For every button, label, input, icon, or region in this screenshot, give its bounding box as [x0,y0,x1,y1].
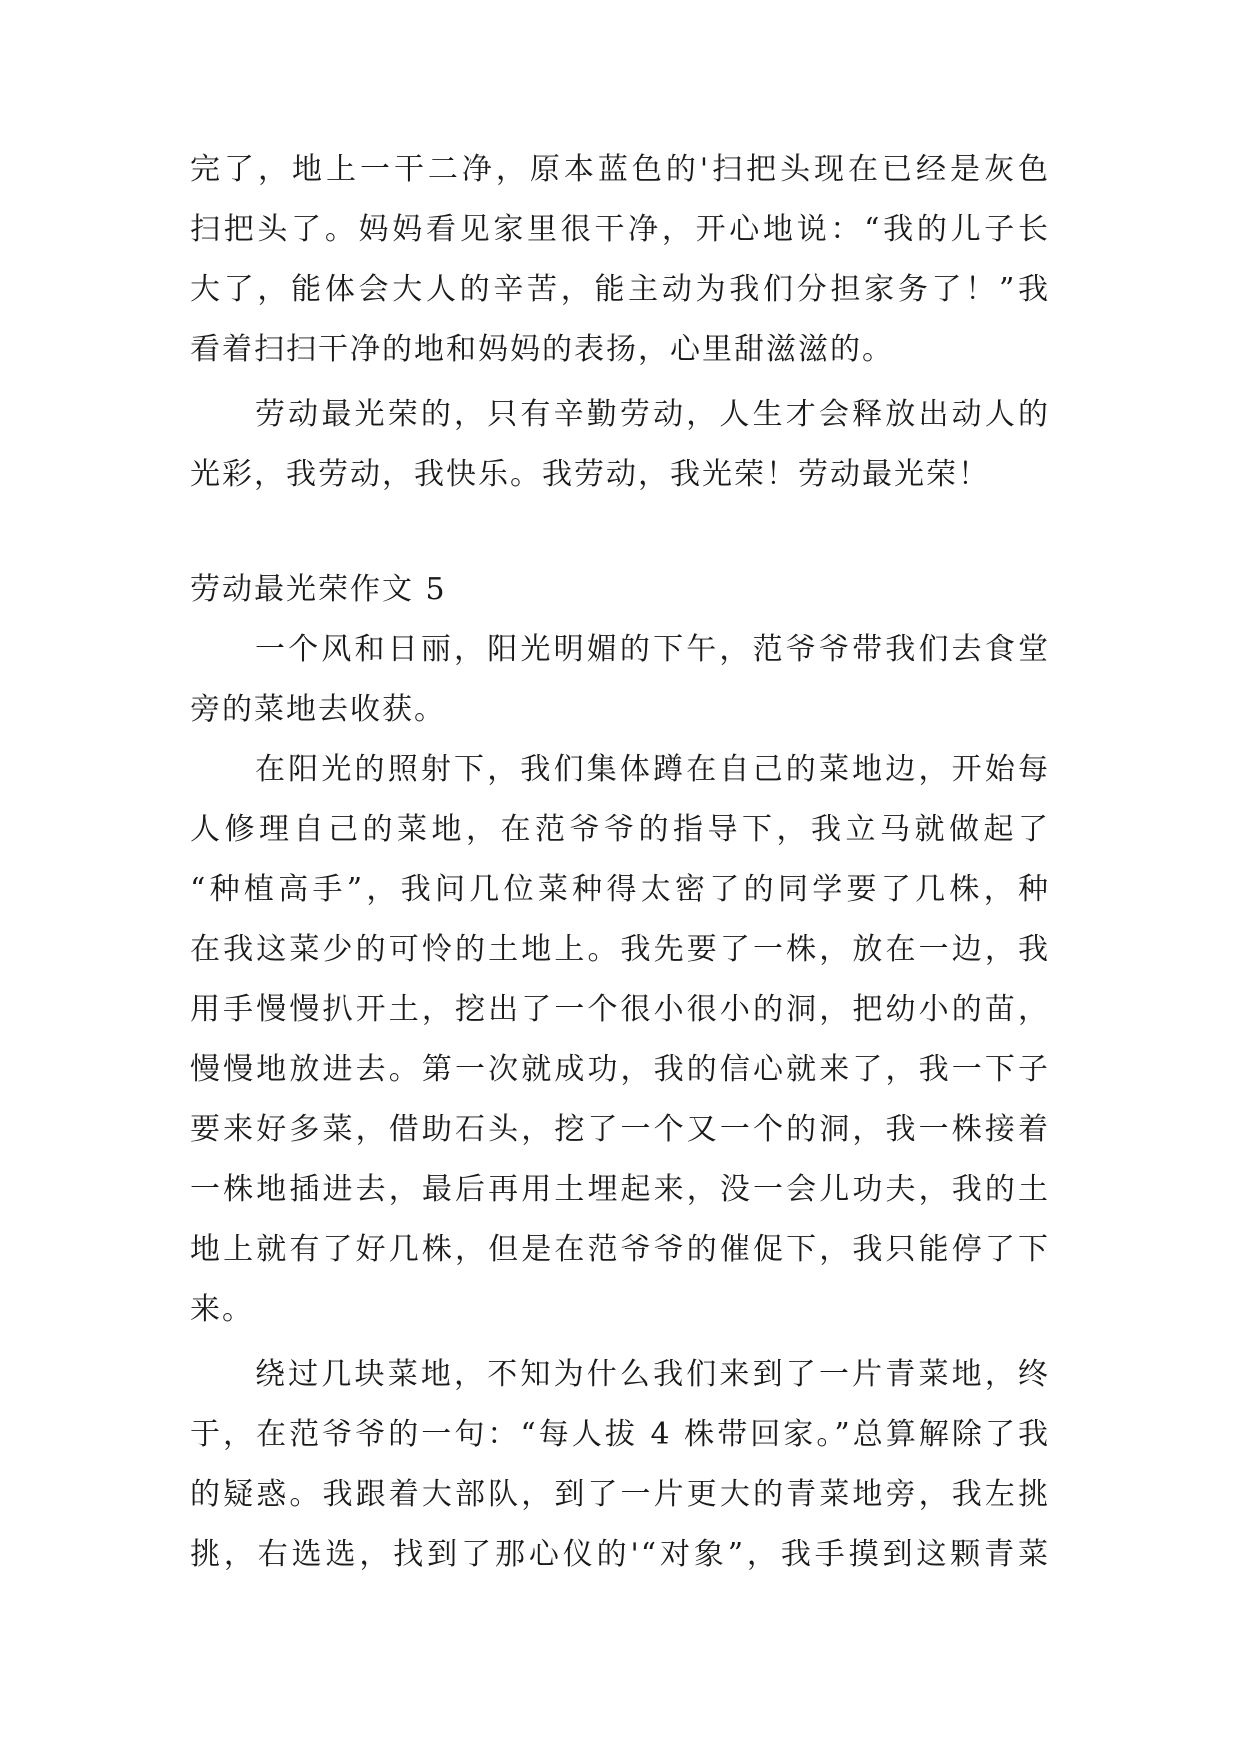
paragraph-line: “种植高手”，我问几位菜种得太密了的同学要了几株，种 [190,872,1050,907]
paragraph-line: 一个风和日丽，阳光明媚的下午，范爷爷带我们去食堂 [255,632,1050,667]
paragraph-line: 旁的菜地去收获。 [190,692,446,727]
paragraph-line: 的疑惑。我跟着大部队，到了一片更大的青菜地旁，我左挑 [190,1477,1050,1512]
paragraph-line: 在阳光的照射下，我们集体蹲在自己的菜地边，开始每 [255,752,1050,787]
paragraph-line: 慢慢地放进去。第一次就成功，我的信心就来了，我一下子 [190,1052,1050,1087]
paragraph-line: 看着扫扫干净的地和妈妈的表扬，心里甜滋滋的。 [190,332,894,367]
paragraph-line: 绕过几块菜地，不知为什么我们来到了一片青菜地，终 [255,1357,1050,1392]
paragraph-line: 扫把头了。妈妈看见家里很干净，开心地说：“我的儿子长 [190,212,1050,247]
section-title: 劳动最光荣作文 5 [190,572,447,607]
paragraph-line: 光彩，我劳动，我快乐。我劳动，我光荣！劳动最光荣！ [190,457,990,492]
paragraph-line: 挑，右选选，找到了那心仪的'“对象”，我手摸到这颗青菜 [190,1537,1050,1572]
paragraph-line: 大了，能体会大人的辛苦，能主动为我们分担家务了！”我 [190,272,1050,307]
paragraph-line: 一株地插进去，最后再用土埋起来，没一会儿功夫，我的土 [190,1172,1050,1207]
paragraph-line: 完了，地上一干二净，原本蓝色的'扫把头现在已经是灰色 [190,152,1050,187]
paragraph-line: 地上就有了好几株，但是在范爷爷的催促下，我只能停了下 [190,1232,1050,1267]
paragraph-line: 人修理自己的菜地，在范爷爷的指导下，我立马就做起了 [190,812,1050,847]
paragraph-line: 要来好多菜，借助石头，挖了一个又一个的洞，我一株接着 [190,1112,1050,1147]
paragraph-line: 劳动最光荣的，只有辛勤劳动，人生才会释放出动人的 [255,397,1050,432]
paragraph-line: 在我这菜少的可怜的土地上。我先要了一株，放在一边，我 [190,932,1050,967]
paragraph-line: 用手慢慢扒开土，挖出了一个很小很小的洞，把幼小的苗， [190,992,1050,1027]
paragraph-line: 来。 [190,1292,254,1327]
paragraph-line: 于，在范爷爷的一句：“每人拔 4 株带回家。”总算解除了我 [190,1417,1050,1452]
